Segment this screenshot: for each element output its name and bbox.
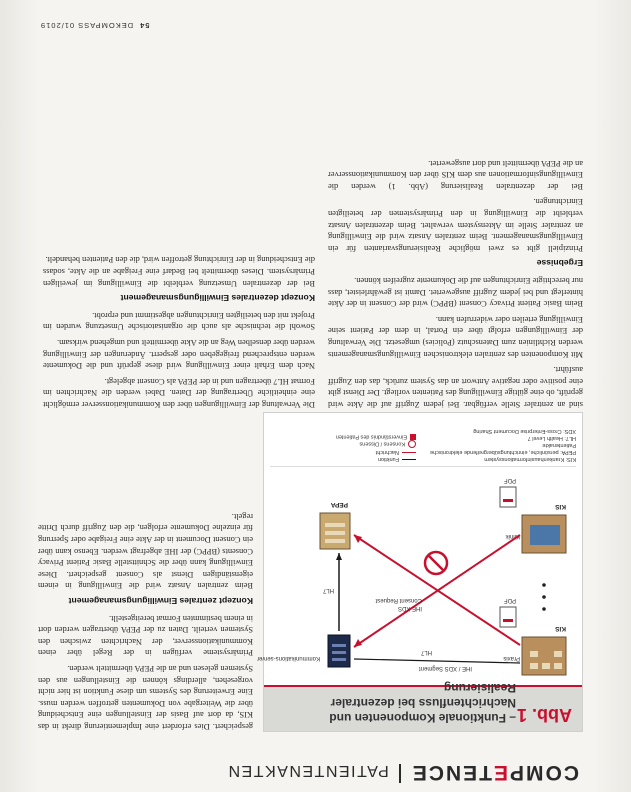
kis-right-label: KIS	[555, 503, 566, 510]
page-footer	[40, 21, 150, 30]
legend-item-2-label: Nachricht	[375, 449, 399, 455]
legend-line-4: XDS: Cross-Enterprise Document Sharing	[473, 428, 576, 434]
pdf-doc-right-icon	[500, 477, 516, 507]
arrowhead-server-pepa	[336, 553, 342, 560]
legend-item-1-label: Funktion	[377, 456, 399, 462]
legend-item-konsens	[270, 440, 416, 448]
legend-line-3: HL7: Health Level 7	[527, 435, 576, 441]
figure-header	[264, 681, 582, 731]
left-para-3: Beim Basic Patient Privacy Consent (BPPC) wird der Consent in der Akte hinterlegt und bei jedem Zugriff ausgewertet. Damit ist gewährleistet, dass nur berechtigte Einrichtungen auf die Dokumente zugreifen können.	[328, 276, 583, 309]
figure-abb-1	[256, 412, 583, 732]
figure-diagram	[256, 413, 582, 685]
left-heading-ergebnisse: Ergebnisse	[536, 258, 583, 269]
left-para-1: sind an zentraler Stelle verfügbar. Bei jedem Zugriff auf die Akte wird geprüft, ob eine gültige Einwilligung des Patienten vorliegt. Der Dienst gibt eine positive oder negative Antwort an das System zurück, das den Zugriff ausführt.	[328, 365, 583, 409]
right-bottom-para-3: Sowohl die technische als auch die organisatorische Umsetzung wurden im Projekt mit den beteiligten Einrichtungen abgestimmt und erprobt.	[43, 310, 315, 332]
legend-item-einverstaendnis	[270, 432, 416, 439]
section-title: PATIENTENAKTEN	[227, 762, 389, 779]
ihe-left-label: IHE / XDS Segment	[418, 665, 472, 671]
left-para-4: Prinzipiell gibt es zwei mögliche Realisierungsvarianten für ein Einwilligungsmanagement. Beim zentralen Ansatz wird die Einwilligung an zentraler Stelle im Aktensystem verwaltet. Beim dezentralen Ansatz verbleibt die Einwilligung in den Primärsystemen der beteiligten Einrichtungen.	[328, 197, 583, 253]
legend-item-4-label: Einverständnis des Patienten	[335, 433, 407, 440]
brand-separator	[399, 764, 401, 783]
brand-suffix: TENCE	[410, 761, 492, 784]
right-top-heading: Konzept zentrales Einwilligungsmanagement	[68, 596, 253, 607]
left-para-2: Mit Komponenten des zentralen elektronischen Einwilligungsmanagements werden Richtlinien zum Datenschutz (Policies) umgesetzt. Die Verwaltung der Einwilligungen erfolgt über ein Portal, in dem der Patient seine Einwilligung erteilen oder widerrufen kann.	[328, 314, 583, 359]
brand-highlight: E	[491, 761, 508, 784]
brand-prefix: COMP	[508, 761, 579, 784]
right-bottom-para-4: Bei der dezentralen Umsetzung verbleibt die Einwilligung im jeweiligen Primärsystem. Dieses übermittelt bei Bedarf eine Freigabe an die Akte, sodass die Entscheidung in der Einrichtung getroffen wird, die den Patienten behandelt.	[43, 255, 315, 288]
arrow-kis-server-top	[354, 659, 520, 663]
pdf-doc-left-icon	[500, 597, 516, 627]
server-label: Kommunikations-server	[256, 655, 320, 661]
dissens-stop-icon	[425, 552, 447, 574]
klinik-label: Klinik	[505, 533, 520, 539]
pdf-left-label: PDF	[504, 597, 516, 603]
header-brand	[227, 760, 579, 784]
text-column-right-bottom	[43, 250, 315, 410]
text-column-left	[328, 153, 583, 410]
right-top-para-3: Beim zentralen Ansatz wird die Einwilligung in einem eigenständigen Dienst als Consent gespeichert. Diese Einwilligung kann über die Schnittstelle Basic Patient Privacy Consents (BPPC) der IHE abgefragt werden. Ebenso kann über ein Consent Document in der Akte eine Freigabe oder Sperrung für einzelne Dokumente erfolgen, die den Zugriff durch Dritte regelt.	[38, 511, 253, 591]
kommunikationsserver-node	[257, 635, 350, 667]
kis-right-node	[505, 503, 566, 553]
right-bottom-para-2: Nach dem Erhalt einer Einwilligung wird diese geprüft und die Dokumente werden entsprechend freigegeben oder gesperrt. Änderungen der Einwilligung werden über denselben Weg an die Akte übermittelt und umgehend wirksam.	[43, 338, 315, 371]
text-column-right-top	[38, 506, 253, 732]
legend-item-3-label: Konsens / Dissens	[359, 440, 405, 447]
figure-title: – Funktionale Komponenten und Nachrichtenfluss bei dezentraler Realisierung	[329, 681, 516, 725]
right-top-para-2: Primärsysteme verfügen in der Regel über einen Kommunikationsserver, der Nachrichten zwischen den Systemen verteilt. Daten zu der PEPA übertragen werden dort in einem bestimmten Format bereitgestellt.	[38, 613, 253, 658]
hl7-sub-label: Consent Request	[375, 597, 422, 603]
legend-item-funktion	[270, 455, 416, 462]
kis-left-label: KIS	[555, 625, 566, 632]
figure-legend	[270, 420, 576, 467]
praxis-label: Praxis	[503, 655, 520, 661]
legend-line-2: PEPA: persönliche, einrichtungsübergreifende elektronische Patientenakte	[429, 442, 576, 455]
page-number: 54	[139, 21, 150, 30]
hl7-mid-label: HL7	[420, 649, 432, 655]
issue-label: DEKOMPASS 01/2019	[40, 21, 134, 30]
pepa-node	[320, 501, 350, 549]
figure-label: Abb. 1	[516, 705, 572, 725]
legend-item-nachricht	[270, 448, 416, 455]
right-bottom-para-1: Die Verwaltung der Einwilligungen über den Kommunikationsserver ermöglicht eine einheitliche Übertragung der Daten. Dabei werden die Nachrichten im Format HL7 übertragen und in der PEPA als Consent abgelegt.	[43, 376, 315, 409]
ihe-right-label: IHE XDS	[397, 605, 422, 611]
kis-left-node	[522, 625, 566, 675]
pdf-right-label: PDF	[504, 477, 516, 483]
legend-line-1: KIS: Krankenhausinformationssystem	[484, 456, 576, 462]
left-para-5: Bei der dezentralen Realisierung (Abb. 1) werden die Einwilligungsinformationen aus dem KIS über den Kommunikationsserver an die PEPA übermittelt und dort ausgewertet.	[328, 158, 583, 191]
right-top-para-1: gespeichert. Dies erfordert eine Implementierung direkt in das KIS, da dort auf Basis der Einstellungen eine Entscheidung über die Weitergabe von Dokumenten getroffen werden muss. Eine Erweiterung des Systems um diese Funktion ist hier nicht vorgesehen, allerdings können die Einstellungen aus den Systemen gelesen und an die PEPA übermittelt werden.	[38, 664, 253, 731]
diagram-svg	[256, 467, 582, 685]
right-bottom-heading: Konzept dezentrales Einwilligungsmanagement	[120, 293, 315, 304]
hl7-top-label: HL7	[322, 587, 334, 593]
more-nodes-dots	[542, 583, 546, 611]
pepa-label: PEPA	[330, 501, 348, 508]
